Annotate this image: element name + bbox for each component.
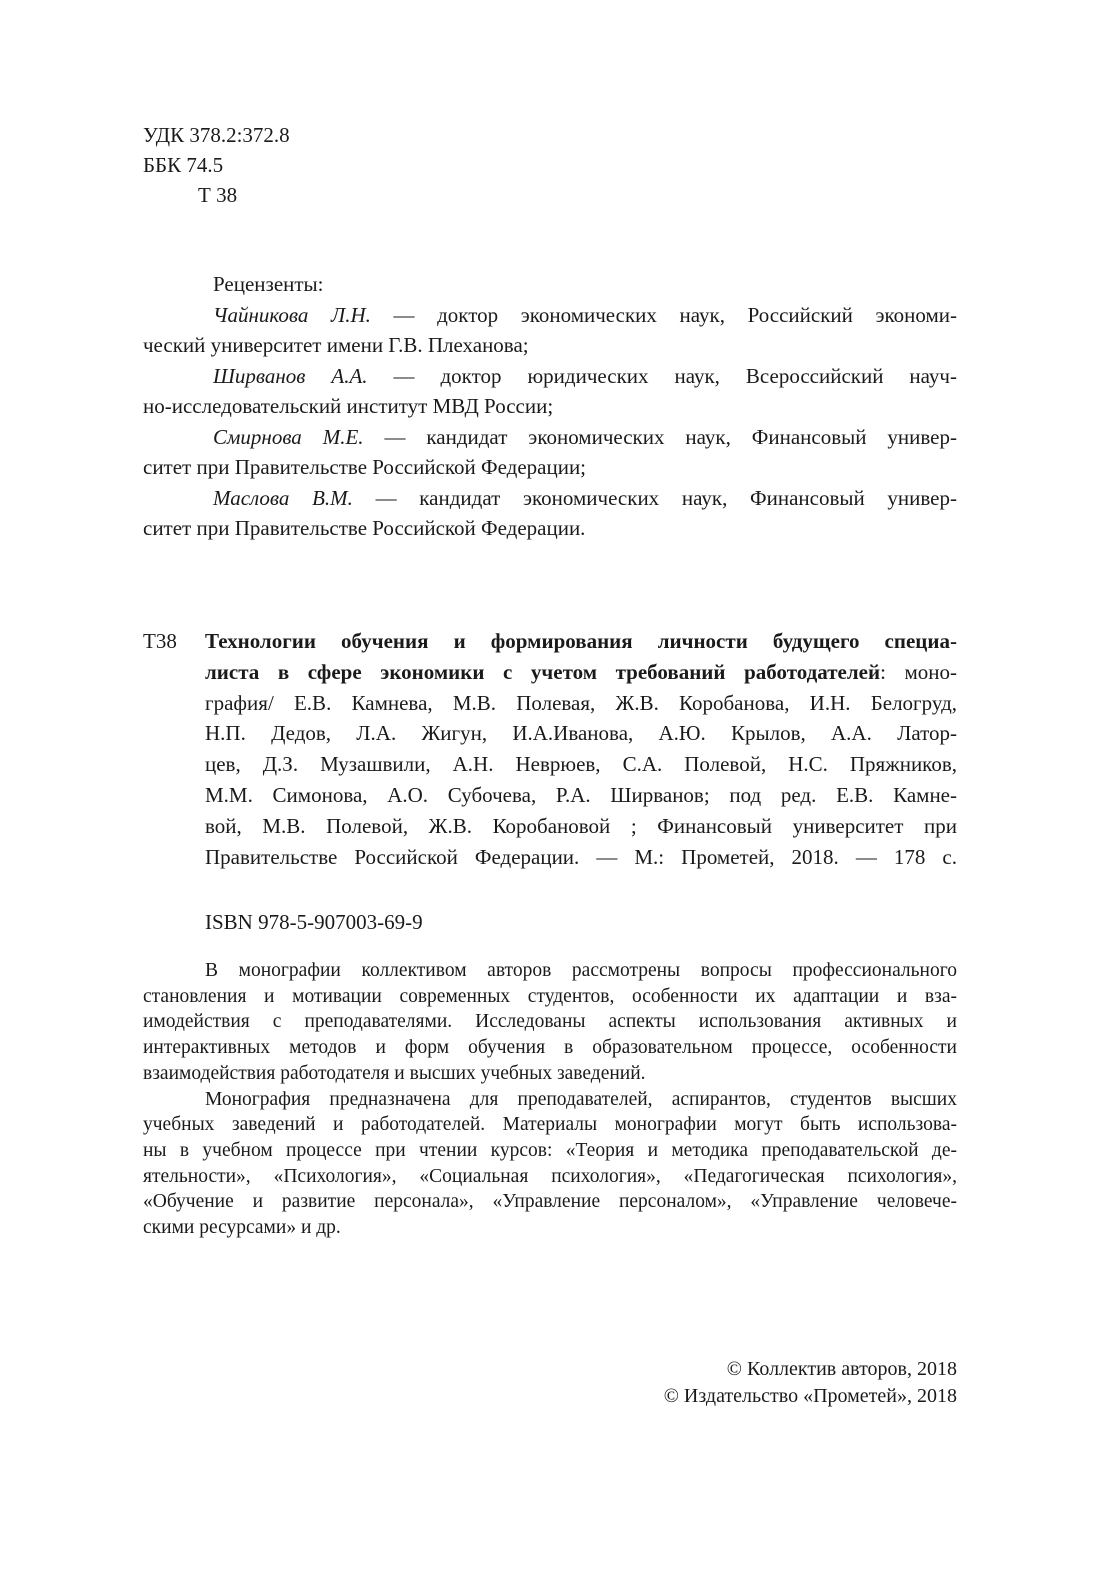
bib-title-line [205,626,957,657]
bib-mark: Т38 [143,629,177,653]
reviewer-line: но-исследовательский институт МВД России; [143,394,554,418]
reviewer-name: Смирнова М.Е. [213,424,364,449]
bib-type: : моно- [880,659,957,684]
reviewer-line [143,422,957,453]
reviewer-name: Чайникова Л.Н. [213,302,371,327]
abstract-line: Монография предназначена для преподавателей, аспирантов, студентов высших [205,1088,957,1110]
author-mark: Т 38 [198,183,238,207]
copyright-block [143,1356,957,1410]
copyright-authors: © Коллектив авторов, 2018 [726,1358,957,1380]
reviewer-line [143,300,957,331]
reviewers-block [143,269,957,544]
abstract-line: В монографии коллективом авторов рассмотрены вопросы профессионального [205,960,957,981]
abstract-line: скими ресурсами» и др. [143,1217,341,1239]
abstract-line: ятельности», «Психология», «Социальная психология», «Педагогическая психология», [143,1165,957,1187]
reviewer-line [143,483,957,514]
abstract-line: интерактивных методов и форм обучения в образовательном процессе, особенности [143,1037,957,1059]
reviewers-heading: Рецензенты: [213,272,324,296]
reviewer-desc: — доктор экономических наук, Российский экономи- [370,302,957,327]
reviewer-line: ситет при Правительстве Российской Федерации; [143,455,587,479]
bbk-code: ББК 74.5 [143,153,224,177]
reviewer-line: ческий университет имени Г.В. Плеханова; [143,333,529,357]
isbn: ISBN 978-5-907003-69-9 [205,910,423,934]
bib-line: вой, М.В. Полевой, Ж.В. Коробановой ; Финансовый университет при [205,813,957,838]
abstract-line: ны в учебном процессе при чтении курсов: «Теория и методика преподавательской де- [143,1139,957,1161]
bib-line: Правительстве Российской Федерации. — М.: Прометей, 2018. — 178 с. [205,844,957,869]
abstract-line: становления и мотивации современных студентов, особенности их адаптации и вза- [143,985,957,1007]
abstract-line: учебных заведений и работодателей. Материалы монографии могут быть использова- [143,1114,957,1136]
abstract-line: имодействия с преподавателями. Исследованы аспекты использования активных и [143,1011,957,1033]
reviewer-desc: — кандидат экономических наук, Финансовый универ- [352,485,957,510]
reviewer-name: Маслова В.М. [213,485,353,510]
bib-title-line [205,657,957,688]
reviewer-line: ситет при Правительстве Российской Федерации. [143,516,586,540]
abstract [143,958,957,1241]
reviewer-desc: — кандидат экономических наук, Финансовый универ- [363,424,957,449]
classification-block [143,120,957,210]
bib-line: Н.П. Дедов, Л.А. Жигун, И.А.Иванова, А.Ю. Крылов, А.А. Латор- [205,721,957,746]
abstract-line: взаимодействия работодателя и высших учебных заведений. [143,1062,646,1084]
copyright-publisher: © Издательство «Прометей», 2018 [663,1385,957,1407]
reviewer-desc: — доктор юридических наук, Всероссийский науч- [367,363,957,388]
reviewer-name: Ширванов А.А. [213,363,368,388]
bib-line: М.М. Симонова, А.О. Субочева, Р.А. Ширванов; под ред. Е.В. Камне- [205,782,957,807]
udk-code: УДК 378.2:372.8 [143,123,290,147]
reviewer-line [143,361,957,392]
bib-line: графия/ Е.В. Камнева, М.В. Полевая, Ж.В. Коробанова, И.Н. Белогруд, [205,690,957,715]
bib-title: листа в сфере экономики с учетом требований работодателей [205,659,881,684]
bib-title: Технологии обучения и формирования личности будущего специа- [205,629,957,653]
bibliographic-record [143,626,957,872]
abstract-line: «Обучение и развитие персонала», «Управление персоналом», «Управление человече- [143,1191,957,1213]
bib-line: цев, Д.З. Музашвили, А.Н. Неврюев, С.А. Полевой, Н.С. Пряжников, [205,752,957,777]
